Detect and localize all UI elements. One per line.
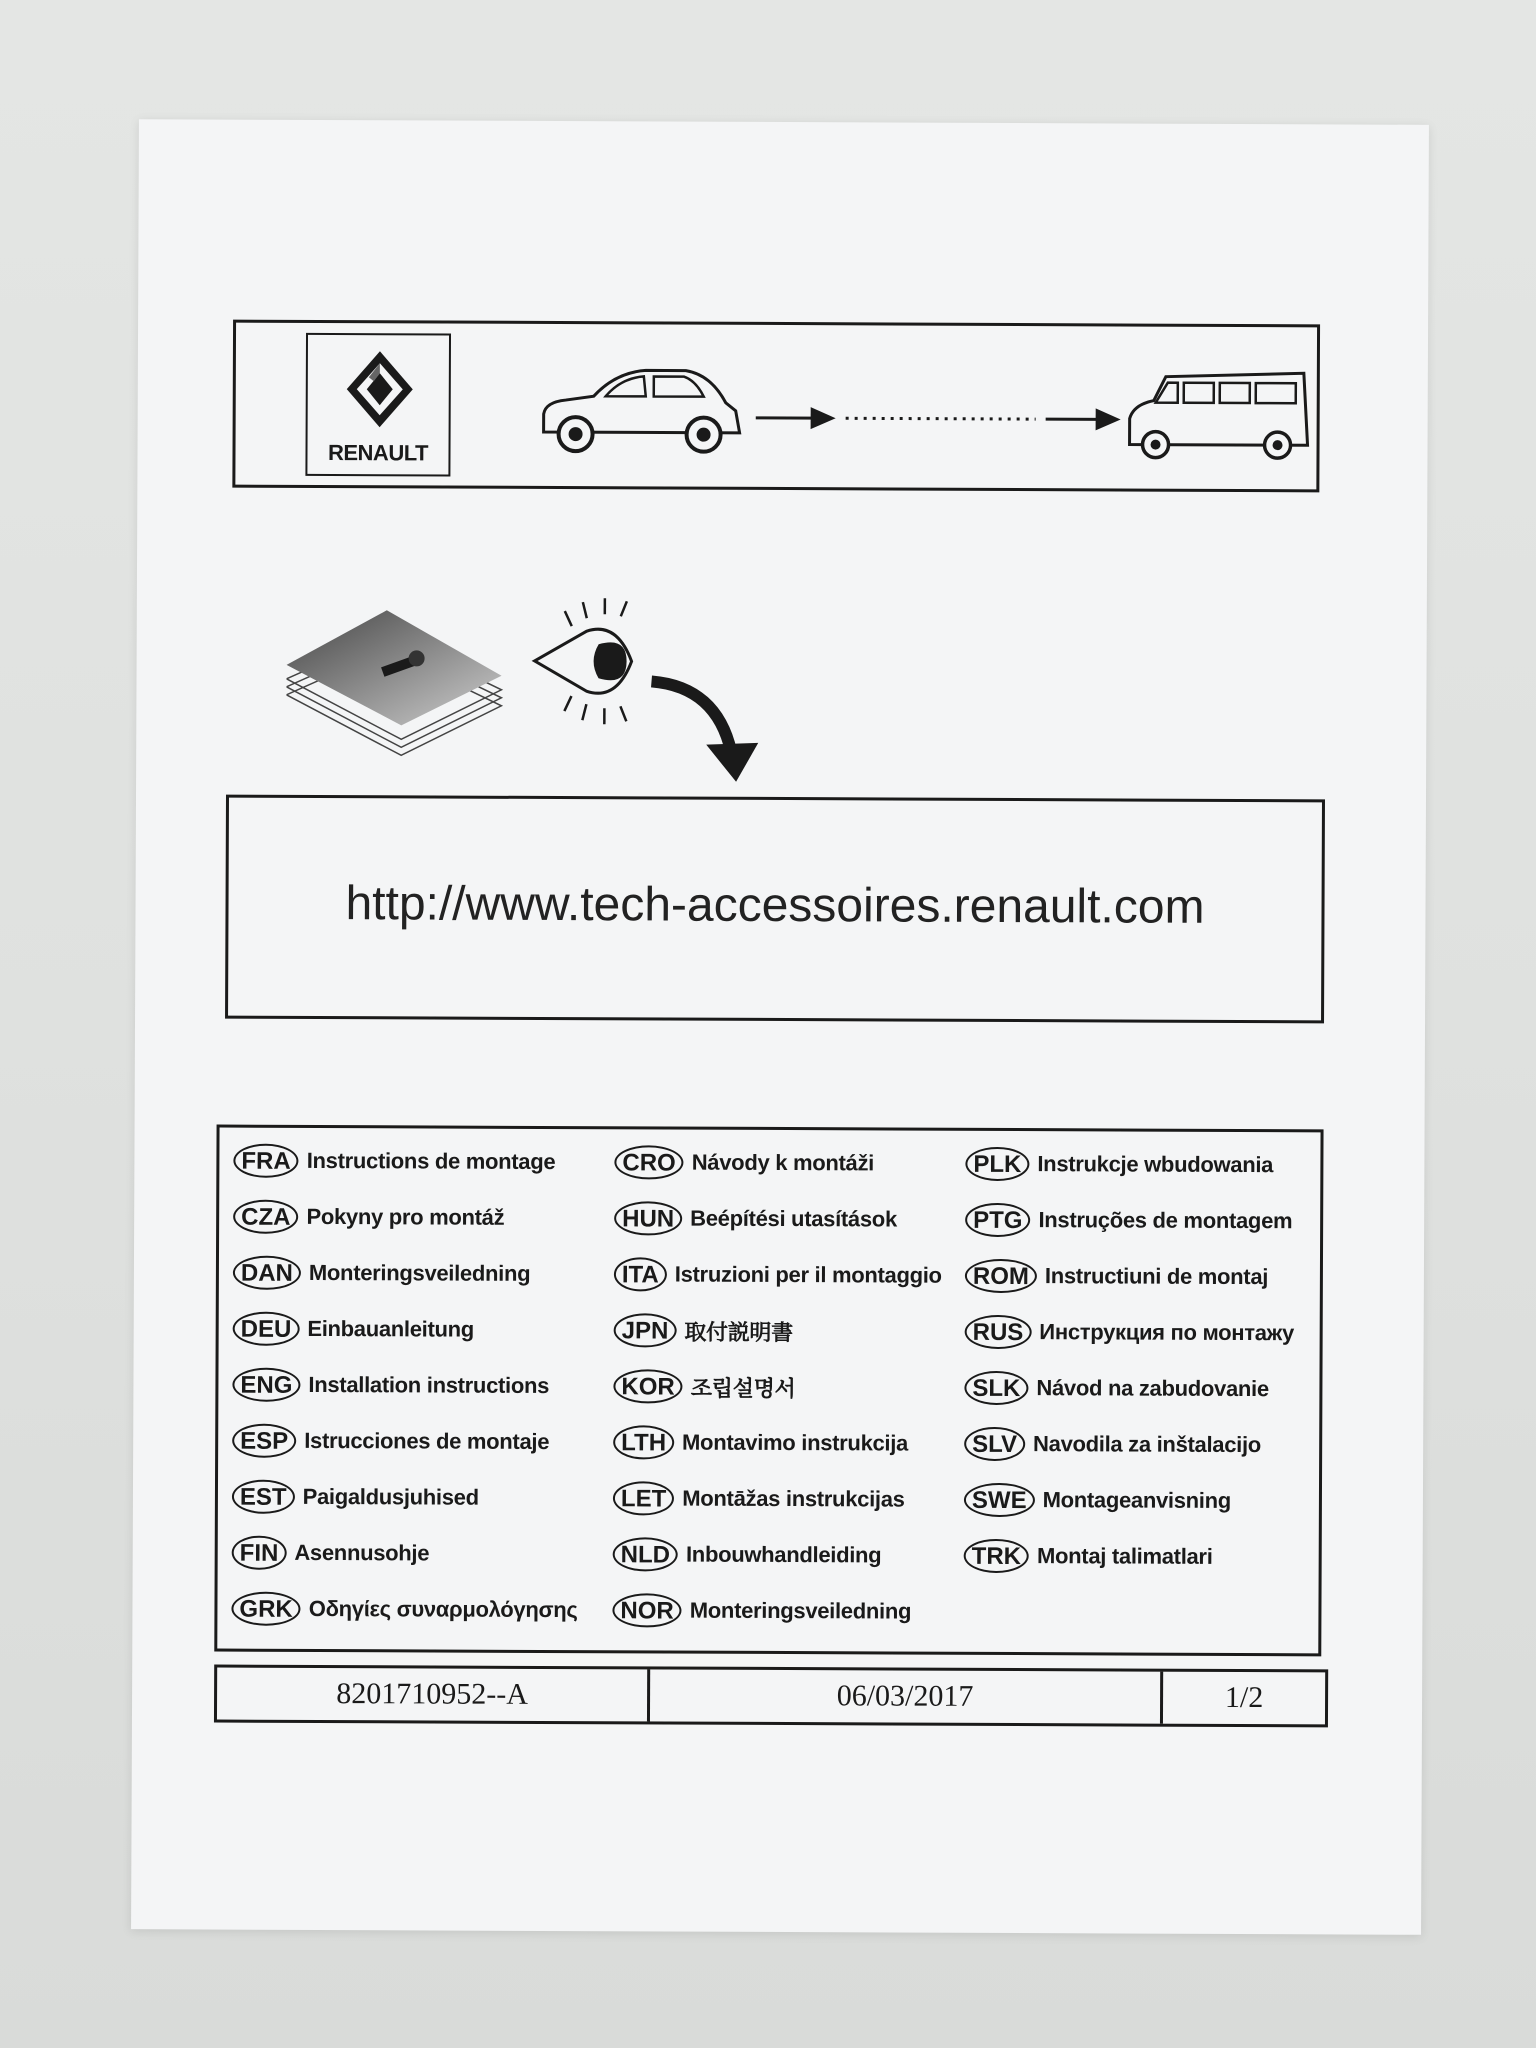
renault-diamond-icon	[343, 349, 418, 429]
language-code: ENG	[232, 1368, 300, 1402]
van-icon	[1125, 367, 1310, 463]
language-label: Montageanvisning	[1042, 1487, 1231, 1513]
language-code: FRA	[233, 1144, 298, 1178]
language-item	[965, 1147, 1273, 1182]
language-label: Instructiuni de montaj	[1044, 1263, 1269, 1290]
language-item	[965, 1203, 1292, 1238]
language-label: Montāžas instrukcijas	[682, 1485, 905, 1512]
language-item	[964, 1539, 1213, 1574]
language-label: Inbouwhandleiding	[685, 1541, 882, 1568]
language-label: Monteringsveiledning	[689, 1597, 912, 1624]
language-item	[613, 1537, 882, 1572]
language-code: GRK	[231, 1592, 300, 1626]
language-label: Οδηγίες συναρμολόγησης	[308, 1595, 578, 1623]
language-item	[612, 1593, 911, 1628]
renault-logo	[305, 333, 451, 477]
language-code: PTG	[965, 1203, 1030, 1237]
language-item	[965, 1315, 1294, 1350]
language-code: KOR	[613, 1369, 682, 1403]
language-item	[232, 1424, 549, 1459]
language-label: Инструкция по монтажу	[1039, 1319, 1295, 1346]
language-item	[613, 1369, 795, 1404]
language-item	[964, 1427, 1261, 1462]
language-item	[614, 1313, 793, 1348]
language-code: HUN	[614, 1201, 682, 1235]
language-label: Návody k montáži	[691, 1149, 875, 1176]
language-label: Asennusohje	[294, 1539, 430, 1566]
manual-stack-icon	[286, 610, 502, 756]
language-item	[231, 1592, 577, 1628]
small-car-icon	[535, 362, 745, 463]
language-code: NOR	[612, 1593, 681, 1627]
arrow-flow-icon	[756, 403, 1126, 435]
language-label: Installation instructions	[308, 1371, 550, 1398]
footer-table	[214, 1665, 1328, 1728]
language-label: Istrucciones de montaje	[304, 1427, 550, 1454]
language-code: SLV	[964, 1427, 1025, 1461]
language-code: SLK	[964, 1371, 1028, 1405]
language-label: 取付説明書	[684, 1319, 793, 1345]
language-item	[613, 1425, 908, 1460]
curved-arrow-icon	[651, 681, 758, 781]
language-item	[614, 1257, 942, 1292]
language-item	[614, 1201, 897, 1236]
page-number: 1/2	[1160, 1672, 1325, 1725]
language-code: DEU	[233, 1312, 300, 1346]
website-url[interactable]: http://www.tech-accessoires.renault.com	[345, 877, 1205, 934]
language-code: CRO	[614, 1145, 683, 1179]
language-label: Montavimo instrukcija	[682, 1429, 909, 1456]
language-label: Montaj talimatlari	[1036, 1543, 1213, 1569]
language-item	[964, 1483, 1231, 1518]
language-code: CZA	[233, 1200, 298, 1234]
document-date: 06/03/2017	[647, 1669, 1160, 1723]
language-label: Istruzioni per il montaggio	[674, 1261, 942, 1288]
language-code: EST	[232, 1480, 295, 1514]
language-item	[232, 1368, 549, 1403]
language-code: LET	[613, 1481, 674, 1515]
language-item	[232, 1536, 430, 1571]
header-banner	[232, 320, 1320, 493]
eye-icon	[534, 598, 632, 724]
language-label: Navodila za inštalacijo	[1033, 1431, 1262, 1458]
language-label: Paigaldusjuhised	[302, 1483, 479, 1510]
language-code: JPN	[614, 1313, 677, 1347]
language-code: DAN	[233, 1256, 301, 1290]
language-code: TRK	[964, 1539, 1029, 1573]
brand-name: RENAULT	[327, 440, 429, 466]
language-code: ROM	[965, 1259, 1037, 1293]
language-code: NLD	[613, 1537, 678, 1571]
language-label: 조립설명서	[690, 1375, 796, 1401]
language-code: SWE	[964, 1483, 1035, 1517]
url-box	[225, 795, 1325, 1024]
language-label: Instrukcje wbudowania	[1037, 1151, 1274, 1178]
languages-box	[214, 1125, 1323, 1657]
language-item	[965, 1259, 1268, 1294]
reference-number: 8201710952--A	[336, 1677, 528, 1711]
language-item	[233, 1256, 531, 1291]
language-label: Pokyny pro montáž	[306, 1203, 505, 1230]
language-code: ITA	[614, 1257, 667, 1291]
language-label: Monteringsveiledning	[308, 1259, 531, 1286]
language-code: LTH	[613, 1425, 674, 1459]
language-code: RUS	[965, 1315, 1032, 1349]
language-item	[232, 1480, 479, 1515]
read-manual-illustration	[286, 565, 807, 797]
language-item	[613, 1481, 905, 1516]
language-label: Instruções de montagem	[1038, 1207, 1293, 1234]
language-label: Návod na zabudovanie	[1036, 1375, 1269, 1402]
language-code: FIN	[232, 1536, 287, 1570]
instruction-sheet	[131, 119, 1429, 1935]
language-code: ESP	[232, 1424, 296, 1458]
language-item	[233, 1200, 504, 1235]
language-item	[964, 1371, 1269, 1406]
language-label: Beépítési utasítások	[690, 1205, 897, 1232]
language-item	[233, 1144, 555, 1179]
language-label: Einbauanleitung	[307, 1315, 475, 1342]
language-item	[614, 1145, 874, 1180]
language-label: Instructions de montage	[306, 1147, 556, 1175]
language-item	[233, 1312, 474, 1347]
language-code: PLK	[965, 1147, 1029, 1181]
